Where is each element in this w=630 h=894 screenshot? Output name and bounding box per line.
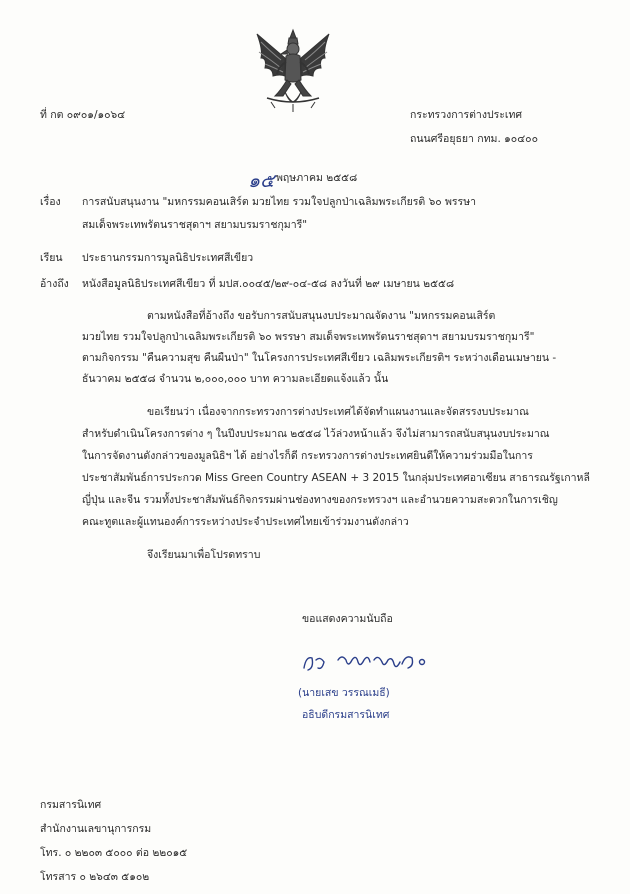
- body-paragraph-2-line: ขอเรียนว่า เนื่องจากกระทรวงการต่างประเทศได้จัดทำแผนงานและจัดสรรงบประมาณ: [147, 406, 529, 418]
- reference-label: อ้างถึง: [40, 278, 69, 290]
- subject-line-2: สมเด็จพระเทพรัตนราชสุดาฯ สยามบรมราชกุมารี": [82, 219, 308, 231]
- closing-regards: ขอแสดงความนับถือ: [302, 613, 393, 625]
- body-paragraph-3: จึงเรียนมาเพื่อโปรดทราบ: [147, 549, 261, 561]
- body-paragraph-2-line: ญี่ปุ่น และจีน รวมทั้งประชาสัมพันธ์กิจกรรมผ่านช่องทางของกระทรวงฯ และอำนวยความสะดวกในการเชิญ: [82, 494, 558, 506]
- reference-number: ที่ กต ๐๙๐๑/๑๐๖๔: [40, 109, 126, 121]
- signature-icon: [298, 648, 448, 678]
- handwritten-date-day: ๑๕: [248, 170, 275, 192]
- signer-name: (นายเสข วรรณเมธี): [298, 687, 390, 699]
- footer-telephone: โทร. ๐ ๒๒๐๓ ๕๐๐๐ ต่อ ๒๒๐๑๕: [40, 847, 188, 859]
- body-paragraph-2-line: ในการจัดงานดังกล่าวของมูลนิธิฯ ได้ อย่างไรก็ดี กระทรวงการต่างประเทศยินดีให้ความร่วมมือในการ: [82, 450, 533, 462]
- body-paragraph-1-line: มวยไทย รวมใจปลูกป่าเฉลิมพระเกียรติ ๖๐ พรรษา สมเด็จพระเทพรัตนราชสุดาฯ สยามบรมราชกุมารี": [82, 331, 535, 343]
- footer-fax: โทรสาร ๐ ๒๖๔๓ ๕๑๐๒: [40, 871, 150, 883]
- body-paragraph-1-line: ตามกิจกรรม "คืนความสุข คืนผืนป่า" ในโครงการประเทศสีเขียว เฉลิมพระเกียรติฯ ระหว่างเดือนเมษายน -: [82, 352, 557, 364]
- garuda-emblem-icon: [253, 28, 333, 113]
- reference-value: หนังสือมูลนิธิประเทศสีเขียว ที่ มปส.๐๐๔๕/๒๙-๐๔-๕๘ ลงวันที่ ๒๙ เมษายน ๒๕๕๘: [82, 278, 455, 290]
- date-month-year: พฤษภาคม ๒๕๕๘: [276, 172, 358, 184]
- body-paragraph-2-line: คณะทูตและผู้แทนองค์การระหว่างประจำประเทศไทยเข้าร่วมงานดังกล่าว: [82, 516, 409, 528]
- body-paragraph-1-line: ธันวาคม ๒๕๕๘ จำนวน ๒,๐๐๐,๐๐๐ บาท ความละเอียดแจ้งแล้ว นั้น: [82, 373, 389, 385]
- signer-title: อธิบดีกรมสารนิเทศ: [302, 709, 390, 721]
- footer-office: สำนักงานเลขานุการกรม: [40, 823, 152, 835]
- body-paragraph-2-line: สำหรับดำเนินโครงการต่าง ๆ ในปีงบประมาณ ๒๕๕๘ ไว้ล่วงหน้าแล้ว จึงไม่สามารถสนับสนุนงบประมาณ: [82, 428, 550, 440]
- footer-department: กรมสารนิเทศ: [40, 799, 102, 811]
- organization-name: กระทรวงการต่างประเทศ: [410, 109, 523, 121]
- body-paragraph-2-line: ประชาสัมพันธ์การประกวด Miss Green Country ASEAN + 3 2015 ในกลุ่มประเทศอาเซียน สาธารณรัฐเกาหลี: [82, 472, 590, 484]
- organization-address: ถนนศรีอยุธยา กทม. ๑๐๔๐๐: [410, 133, 538, 145]
- body-paragraph-1-line: ตามหนังสือที่อ้างถึง ขอรับการสนับสนุนงบประมาณจัดงาน "มหกรรมคอนเสิร์ต: [147, 310, 496, 322]
- subject-line-1: การสนับสนุนงาน "มหกรรมคอนเสิร์ต มวยไทย รวมใจปลูกป่าเฉลิมพระเกียรติ ๖๐ พรรษา: [82, 196, 477, 208]
- to-value: ประธานกรรมการมูลนิธิประเทศสีเขียว: [82, 252, 254, 264]
- subject-label: เรื่อง: [40, 196, 61, 208]
- to-label: เรียน: [40, 252, 63, 264]
